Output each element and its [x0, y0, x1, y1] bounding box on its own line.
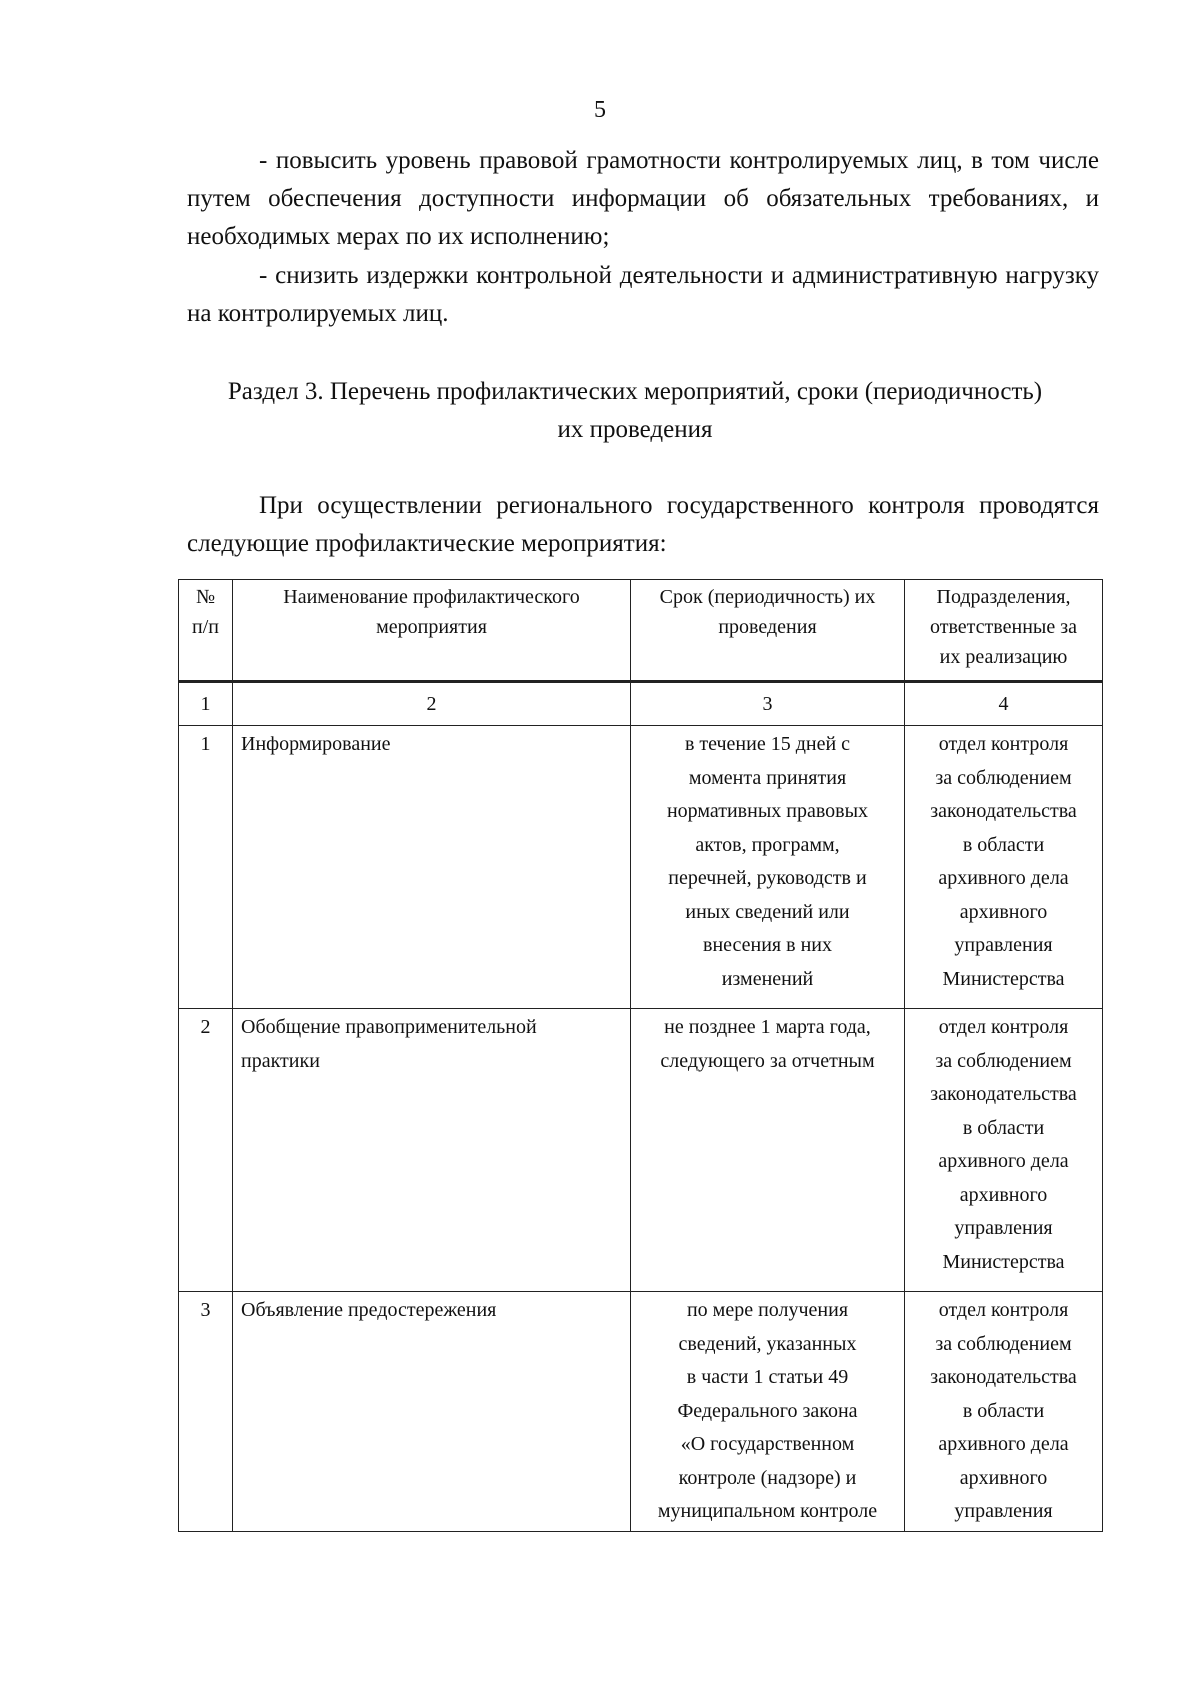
measures-table: [178, 579, 1103, 1532]
header-term: Срок (периодичность) их проведения: [631, 580, 905, 682]
table-row: [179, 1009, 1103, 1292]
measure-term: в течение 15 дней с момента принятия нормативных правовых актов, программ, перечней, руководств и иных сведений или внесения в них изменений: [631, 726, 905, 1009]
column-number: 4: [905, 682, 1103, 726]
measure-responsible: отдел контроля за соблюдением законодательства в области архивного дела архивного управления: [905, 1292, 1103, 1532]
column-number: 2: [233, 682, 631, 726]
paragraph-legal-literacy: - повысить уровень правовой грамотности контролируемых лиц, в том числе путем обеспечения доступности информации об обязательных требованиях, и необходимых мерах по их исполнению;: [187, 147, 1099, 250]
section-heading-line-1: Раздел 3. Перечень профилактических мероприятий, сроки (периодичность): [227, 378, 1043, 405]
header-responsible: Подразделения, ответственные за их реализацию: [905, 580, 1103, 682]
row-number: 2: [179, 1009, 233, 1292]
column-number: 1: [179, 682, 233, 726]
page-number: 5: [594, 97, 606, 123]
measure-responsible: отдел контроля за соблюдением законодательства в области архивного дела архивного управления Министерства: [905, 1009, 1103, 1292]
table-header-row: [179, 580, 1103, 682]
measure-term: не позднее 1 марта года, следующего за отчетным: [631, 1009, 905, 1292]
section-heading-line-2: их проведения: [557, 416, 713, 443]
measure-term: по мере получения сведений, указанных в части 1 статьи 49 Федерального закона «О государственном контроле (надзоре) и муниципальном контроле: [631, 1292, 905, 1532]
table-row: [179, 726, 1103, 1009]
row-number: 1: [179, 726, 233, 1009]
column-number-row: [179, 682, 1103, 726]
column-number: 3: [631, 682, 905, 726]
measure-responsible: отдел контроля за соблюдением законодательства в области архивного дела архивного управления Министерства: [905, 726, 1103, 1009]
row-number: 3: [179, 1292, 233, 1532]
section-heading: [170, 373, 1100, 449]
measure-name: Обобщение правоприменительной практики: [233, 1009, 631, 1292]
paragraph-intro-measures: При осуществлении регионального государственного контроля проводятся следующие профилактические мероприятия:: [187, 492, 1099, 557]
table-row: [179, 1292, 1103, 1532]
paragraph-reduce-costs: - снизить издержки контрольной деятельности и административную нагрузку на контролируемых лиц.: [187, 262, 1099, 327]
measure-name: Объявление предостережения: [233, 1292, 631, 1532]
measure-name: Информирование: [233, 726, 631, 1009]
header-number: № п/п: [179, 580, 233, 682]
header-measure-name: Наименование профилактического мероприятия: [233, 580, 631, 682]
